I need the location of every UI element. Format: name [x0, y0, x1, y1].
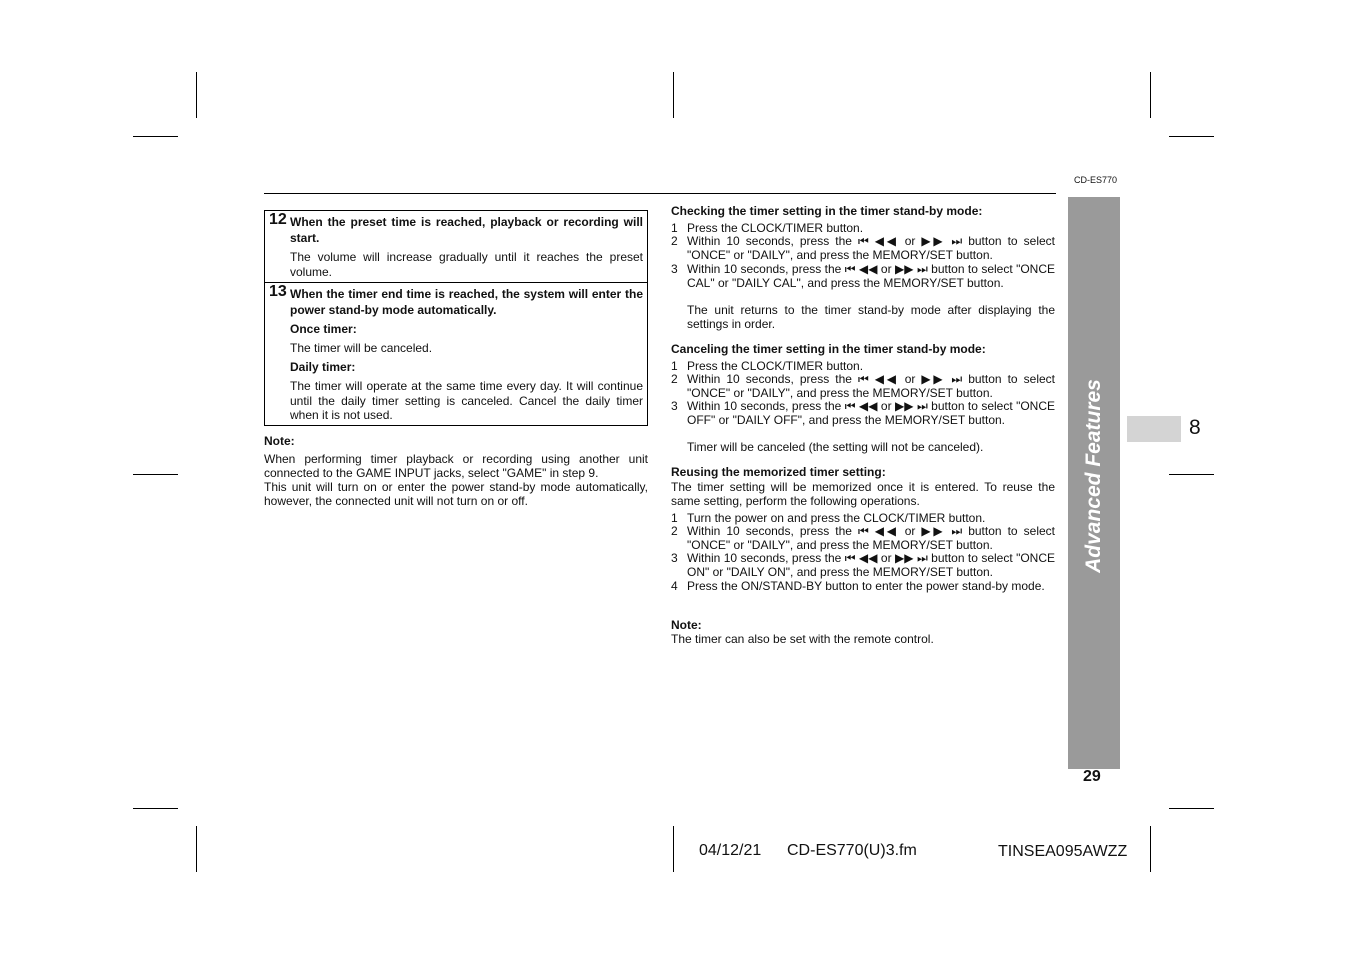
once-timer-label: Once timer:: [290, 322, 357, 336]
step-number: 13: [269, 283, 287, 300]
footer-filename: CD-ES770(U)3.fm: [787, 842, 917, 859]
step-12-box: [264, 210, 648, 283]
page-number: 29: [1083, 768, 1101, 785]
note-text: This unit will turn on or enter the power stand-by mode automatically, however, the connected unit will not turn on or off.: [264, 480, 648, 508]
crop-mark: [1169, 136, 1214, 137]
crop-mark: [673, 826, 674, 872]
section-title-checking: Checking the timer setting in the timer stand-by mode:: [671, 204, 983, 218]
once-timer-text: The timer will be canceled.: [290, 341, 433, 355]
step-heading: When the timer end time is reached, the system will enter the power stand-by mode automatically.: [290, 287, 643, 317]
note-text: The timer can also be set with the remote control.: [671, 632, 934, 646]
crop-mark: [133, 136, 178, 137]
crop-mark: [1150, 72, 1151, 118]
list-item: 2 Within 10 seconds, press the ⏮ ◀◀ or ▶▶ ⏭ button to select "ONCE" or "DAILY", and press the MEMORY/SET button.: [671, 372, 1055, 400]
crop-mark: [673, 72, 674, 118]
crop-mark: [196, 72, 197, 118]
crop-mark: [1169, 474, 1214, 475]
step-number: 12: [269, 211, 287, 228]
daily-timer-text: The timer will operate at the same time every day. It will continue until the daily timer setting is canceled. Cancel the daily timer when it is not used.: [290, 379, 643, 422]
step-heading: When the preset time is reached, playback or recording will start.: [290, 215, 643, 245]
list-item: 3 Within 10 seconds, press the ⏮ ◀◀ or ▶▶ ⏭ button to select "ONCE ON" or "DAILY ON", and press the MEMORY/SET button.: [671, 551, 1055, 579]
chapter-tab: [1127, 416, 1181, 442]
reusing-intro: The timer setting will be memorized once it is entered. To reuse the same setting, perform the following operations.: [671, 480, 1055, 508]
step-13-box: [264, 282, 648, 426]
list-item-note: The unit returns to the timer stand-by mode after displaying the settings in order.: [687, 303, 1055, 331]
model-header: CD-ES770: [1074, 175, 1118, 185]
list-item: 1 Press the CLOCK/TIMER button.: [671, 221, 864, 235]
footer-date: 04/12/21: [699, 842, 762, 859]
list-item: 1 Press the CLOCK/TIMER button.: [671, 359, 864, 373]
section-title-reusing: Reusing the memorized timer setting:: [671, 465, 886, 479]
crop-mark: [1169, 808, 1214, 809]
list-item: 1 Turn the power on and press the CLOCK/TIMER button.: [671, 511, 986, 525]
note-title: Note:: [671, 618, 702, 632]
crop-mark: [133, 474, 178, 475]
list-item: 2 Within 10 seconds, press the ⏮ ◀◀ or ▶▶ ⏭ button to select "ONCE" or "DAILY", and press the MEMORY/SET button.: [671, 524, 1055, 552]
crop-mark: [133, 808, 178, 809]
list-item: 4 Press the ON/STAND-BY button to enter the power stand-by mode.: [671, 579, 1045, 593]
daily-timer-label: Daily timer:: [290, 360, 356, 374]
list-item: 3 Within 10 seconds, press the ⏮ ◀◀ or ▶▶ ⏭ button to select "ONCE CAL" or "DAILY CAL", and press the MEMORY/SET button.: [671, 262, 1055, 290]
header-rule: [264, 193, 1056, 194]
step-text: The volume will increase gradually until it reaches the preset volume.: [290, 250, 643, 279]
crop-mark: [196, 826, 197, 872]
footer-code: TINSEA095AWZZ: [998, 843, 1128, 860]
list-item: 3 Within 10 seconds, press the ⏮ ◀◀ or ▶▶ ⏭ button to select "ONCE OFF" or "DAILY OFF", and press the MEMORY/SET button.: [671, 399, 1055, 427]
crop-mark: [1150, 826, 1151, 872]
section-title-canceling: Canceling the timer setting in the timer stand-by mode:: [671, 342, 986, 356]
list-item: 2 Within 10 seconds, press the ⏮ ◀◀ or ▶▶ ⏭ button to select "ONCE" or "DAILY", and press the MEMORY/SET button.: [671, 234, 1055, 262]
note-text: When performing timer playback or recording using another unit connected to the GAME INPUT jacks, select "GAME" in step 9.: [264, 452, 648, 480]
list-item-note: Timer will be canceled (the setting will not be canceled).: [687, 440, 984, 454]
chapter-title-vertical: Advanced Features: [1082, 379, 1105, 573]
chapter-number: 8: [1189, 416, 1201, 439]
note-title: Note:: [264, 434, 295, 448]
